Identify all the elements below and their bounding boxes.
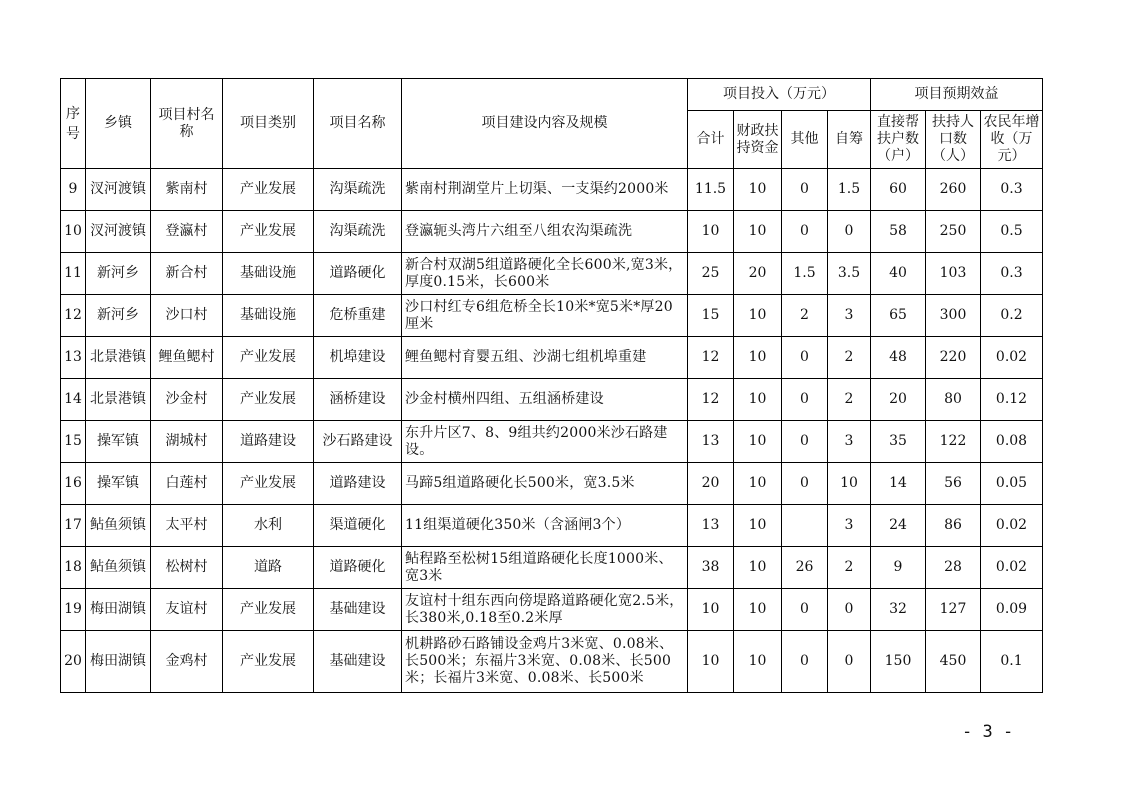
cell-village: 登瀛村 <box>151 211 223 253</box>
cell-content: 机耕路砂石路铺设金鸡片3米宽、0.08米、长500米；东福片3米宽、0.08米、长500米；长福片3米宽、0.08米、长500米 <box>402 631 688 693</box>
cell-seq: 16 <box>61 463 86 505</box>
cell-other: 2 <box>782 295 828 337</box>
cell-income: 0.3 <box>981 253 1043 295</box>
cell-category: 产业发展 <box>223 463 314 505</box>
cell-content: 新合村双湖5组道路硬化全长600米,宽3米，厚度0.15米，长600米 <box>402 253 688 295</box>
header-investment: 项目投入（万元） <box>688 79 871 111</box>
cell-other: 26 <box>782 547 828 589</box>
cell-content: 沙金村横州四组、五组涵桥建设 <box>402 379 688 421</box>
table-body <box>61 169 1043 693</box>
header-income: 农民年增收（万元） <box>981 111 1043 169</box>
cell-category: 水利 <box>223 505 314 547</box>
cell-total: 25 <box>688 253 734 295</box>
cell-other: 0 <box>782 169 828 211</box>
cell-total: 38 <box>688 547 734 589</box>
cell-self: 1.5 <box>828 169 871 211</box>
cell-total: 15 <box>688 295 734 337</box>
cell-households: 65 <box>871 295 926 337</box>
cell-population: 300 <box>926 295 981 337</box>
cell-seq: 11 <box>61 253 86 295</box>
cell-other <box>782 505 828 547</box>
cell-name: 道路建设 <box>314 463 402 505</box>
header-town: 乡镇 <box>86 79 151 169</box>
cell-village: 友谊村 <box>151 589 223 631</box>
cell-households: 9 <box>871 547 926 589</box>
cell-seq: 10 <box>61 211 86 253</box>
cell-income: 0.08 <box>981 421 1043 463</box>
cell-category: 产业发展 <box>223 337 314 379</box>
cell-town: 汊河渡镇 <box>86 169 151 211</box>
table-row <box>61 379 1043 421</box>
cell-total: 12 <box>688 337 734 379</box>
header-fiscal: 财政扶持资金 <box>734 111 782 169</box>
cell-other: 0 <box>782 589 828 631</box>
cell-village: 白莲村 <box>151 463 223 505</box>
cell-category: 产业发展 <box>223 211 314 253</box>
cell-income: 0.12 <box>981 379 1043 421</box>
cell-category: 道路建设 <box>223 421 314 463</box>
cell-self: 0 <box>828 631 871 693</box>
cell-village: 沙口村 <box>151 295 223 337</box>
cell-population: 122 <box>926 421 981 463</box>
cell-fiscal: 10 <box>734 379 782 421</box>
header-village: 项目村名称 <box>151 79 223 169</box>
table-row <box>61 505 1043 547</box>
cell-total: 11.5 <box>688 169 734 211</box>
table-row <box>61 631 1043 693</box>
cell-seq: 18 <box>61 547 86 589</box>
header-total: 合计 <box>688 111 734 169</box>
cell-population: 103 <box>926 253 981 295</box>
cell-self: 3 <box>828 295 871 337</box>
cell-town: 鲇鱼须镇 <box>86 547 151 589</box>
cell-total: 10 <box>688 631 734 693</box>
cell-income: 0.2 <box>981 295 1043 337</box>
cell-town: 操军镇 <box>86 421 151 463</box>
cell-town: 操军镇 <box>86 463 151 505</box>
cell-fiscal: 10 <box>734 337 782 379</box>
cell-population: 80 <box>926 379 981 421</box>
cell-fiscal: 10 <box>734 631 782 693</box>
cell-other: 0 <box>782 463 828 505</box>
cell-name: 基础建设 <box>314 589 402 631</box>
cell-population: 450 <box>926 631 981 693</box>
cell-seq: 9 <box>61 169 86 211</box>
cell-households: 35 <box>871 421 926 463</box>
cell-income: 0.3 <box>981 169 1043 211</box>
cell-name: 道路硬化 <box>314 547 402 589</box>
table-row <box>61 211 1043 253</box>
cell-town: 鲇鱼须镇 <box>86 505 151 547</box>
table-row <box>61 337 1043 379</box>
cell-income: 0.1 <box>981 631 1043 693</box>
header-households: 直接帮扶户数（户） <box>871 111 926 169</box>
header-benefit: 项目预期效益 <box>871 79 1043 111</box>
cell-self: 2 <box>828 379 871 421</box>
cell-seq: 17 <box>61 505 86 547</box>
cell-fiscal: 10 <box>734 505 782 547</box>
cell-households: 24 <box>871 505 926 547</box>
cell-self: 2 <box>828 337 871 379</box>
cell-name: 沟渠疏洗 <box>314 169 402 211</box>
cell-village: 鲤鱼鳃村 <box>151 337 223 379</box>
cell-population: 127 <box>926 589 981 631</box>
cell-self: 0 <box>828 211 871 253</box>
cell-content: 11组渠道硬化350米（含涵闸3个） <box>402 505 688 547</box>
cell-name: 危桥重建 <box>314 295 402 337</box>
table-row <box>61 169 1043 211</box>
cell-category: 基础设施 <box>223 295 314 337</box>
cell-households: 20 <box>871 379 926 421</box>
table-row <box>61 589 1043 631</box>
cell-name: 沙石路建设 <box>314 421 402 463</box>
cell-other: 0 <box>782 211 828 253</box>
cell-total: 13 <box>688 505 734 547</box>
cell-category: 产业发展 <box>223 169 314 211</box>
page-number: - 3 - <box>962 722 1014 742</box>
header-name: 项目名称 <box>314 79 402 169</box>
cell-category: 道路 <box>223 547 314 589</box>
cell-income: 0.02 <box>981 337 1043 379</box>
cell-income: 0.09 <box>981 589 1043 631</box>
cell-village: 金鸡村 <box>151 631 223 693</box>
cell-total: 12 <box>688 379 734 421</box>
cell-town: 北景港镇 <box>86 379 151 421</box>
cell-town: 梅田湖镇 <box>86 631 151 693</box>
cell-category: 产业发展 <box>223 589 314 631</box>
table-row <box>61 421 1043 463</box>
cell-population: 28 <box>926 547 981 589</box>
cell-seq: 13 <box>61 337 86 379</box>
table-row <box>61 253 1043 295</box>
cell-total: 13 <box>688 421 734 463</box>
cell-name: 机埠建设 <box>314 337 402 379</box>
cell-households: 150 <box>871 631 926 693</box>
cell-households: 48 <box>871 337 926 379</box>
table-row <box>61 295 1043 337</box>
cell-households: 60 <box>871 169 926 211</box>
cell-fiscal: 10 <box>734 589 782 631</box>
cell-income: 0.02 <box>981 505 1043 547</box>
cell-village: 松树村 <box>151 547 223 589</box>
cell-other: 0 <box>782 421 828 463</box>
cell-population: 86 <box>926 505 981 547</box>
cell-other: 0 <box>782 631 828 693</box>
table-row <box>61 463 1043 505</box>
cell-name: 道路硬化 <box>314 253 402 295</box>
cell-self: 0 <box>828 589 871 631</box>
header-content: 项目建设内容及规模 <box>402 79 688 169</box>
cell-village: 太平村 <box>151 505 223 547</box>
cell-fiscal: 10 <box>734 295 782 337</box>
cell-name: 涵桥建设 <box>314 379 402 421</box>
cell-households: 14 <box>871 463 926 505</box>
cell-seq: 20 <box>61 631 86 693</box>
cell-fiscal: 10 <box>734 547 782 589</box>
cell-seq: 15 <box>61 421 86 463</box>
cell-fiscal: 10 <box>734 463 782 505</box>
cell-town: 北景港镇 <box>86 337 151 379</box>
cell-households: 32 <box>871 589 926 631</box>
cell-town: 汊河渡镇 <box>86 211 151 253</box>
header-category: 项目类别 <box>223 79 314 169</box>
cell-fiscal: 10 <box>734 421 782 463</box>
cell-total: 10 <box>688 589 734 631</box>
header-other: 其他 <box>782 111 828 169</box>
cell-category: 基础设施 <box>223 253 314 295</box>
cell-population: 250 <box>926 211 981 253</box>
header-seq: 序号 <box>61 79 86 169</box>
cell-content: 鲤鱼鳃村育婴五组、沙湖七组机埠重建 <box>402 337 688 379</box>
header-population: 扶持人口数（人） <box>926 111 981 169</box>
cell-seq: 19 <box>61 589 86 631</box>
cell-fiscal: 10 <box>734 169 782 211</box>
cell-village: 新合村 <box>151 253 223 295</box>
cell-seq: 14 <box>61 379 86 421</box>
cell-town: 梅田湖镇 <box>86 589 151 631</box>
cell-name: 基础建设 <box>314 631 402 693</box>
cell-other: 1.5 <box>782 253 828 295</box>
cell-fiscal: 10 <box>734 211 782 253</box>
cell-seq: 12 <box>61 295 86 337</box>
cell-content: 紫南村荆湖堂片上切渠、一支渠约2000米 <box>402 169 688 211</box>
cell-town: 新河乡 <box>86 253 151 295</box>
cell-name: 沟渠疏洗 <box>314 211 402 253</box>
header-row-1 <box>61 79 1043 111</box>
cell-self: 3 <box>828 505 871 547</box>
cell-other: 0 <box>782 337 828 379</box>
cell-total: 20 <box>688 463 734 505</box>
cell-content: 鲇程路至松树15组道路硬化长度1000米、宽3米 <box>402 547 688 589</box>
cell-content: 友谊村十组东西向傍堤路道路硬化宽2.5米，长380米,0.18至0.2米厚 <box>402 589 688 631</box>
cell-name: 渠道硬化 <box>314 505 402 547</box>
cell-population: 56 <box>926 463 981 505</box>
cell-self: 3 <box>828 421 871 463</box>
cell-category: 产业发展 <box>223 379 314 421</box>
cell-self: 10 <box>828 463 871 505</box>
cell-other: 0 <box>782 379 828 421</box>
cell-households: 58 <box>871 211 926 253</box>
cell-population: 260 <box>926 169 981 211</box>
cell-village: 湖城村 <box>151 421 223 463</box>
cell-self: 3.5 <box>828 253 871 295</box>
cell-income: 0.05 <box>981 463 1043 505</box>
cell-content: 马蹄5组道路硬化长500米，宽3.5米 <box>402 463 688 505</box>
cell-income: 0.5 <box>981 211 1043 253</box>
project-table <box>60 78 1043 693</box>
cell-content: 沙口村红专6组危桥全长10米*宽5米*厚20厘米 <box>402 295 688 337</box>
header-self: 自筹 <box>828 111 871 169</box>
cell-households: 40 <box>871 253 926 295</box>
cell-content: 东升片区7、8、9组共约2000米沙石路建设。 <box>402 421 688 463</box>
cell-income: 0.02 <box>981 547 1043 589</box>
table-row <box>61 547 1043 589</box>
cell-village: 紫南村 <box>151 169 223 211</box>
cell-content: 登瀛轭头湾片六组至八组农沟渠疏洗 <box>402 211 688 253</box>
cell-total: 10 <box>688 211 734 253</box>
cell-category: 产业发展 <box>223 631 314 693</box>
cell-self: 2 <box>828 547 871 589</box>
cell-village: 沙金村 <box>151 379 223 421</box>
cell-population: 220 <box>926 337 981 379</box>
cell-town: 新河乡 <box>86 295 151 337</box>
cell-fiscal: 20 <box>734 253 782 295</box>
